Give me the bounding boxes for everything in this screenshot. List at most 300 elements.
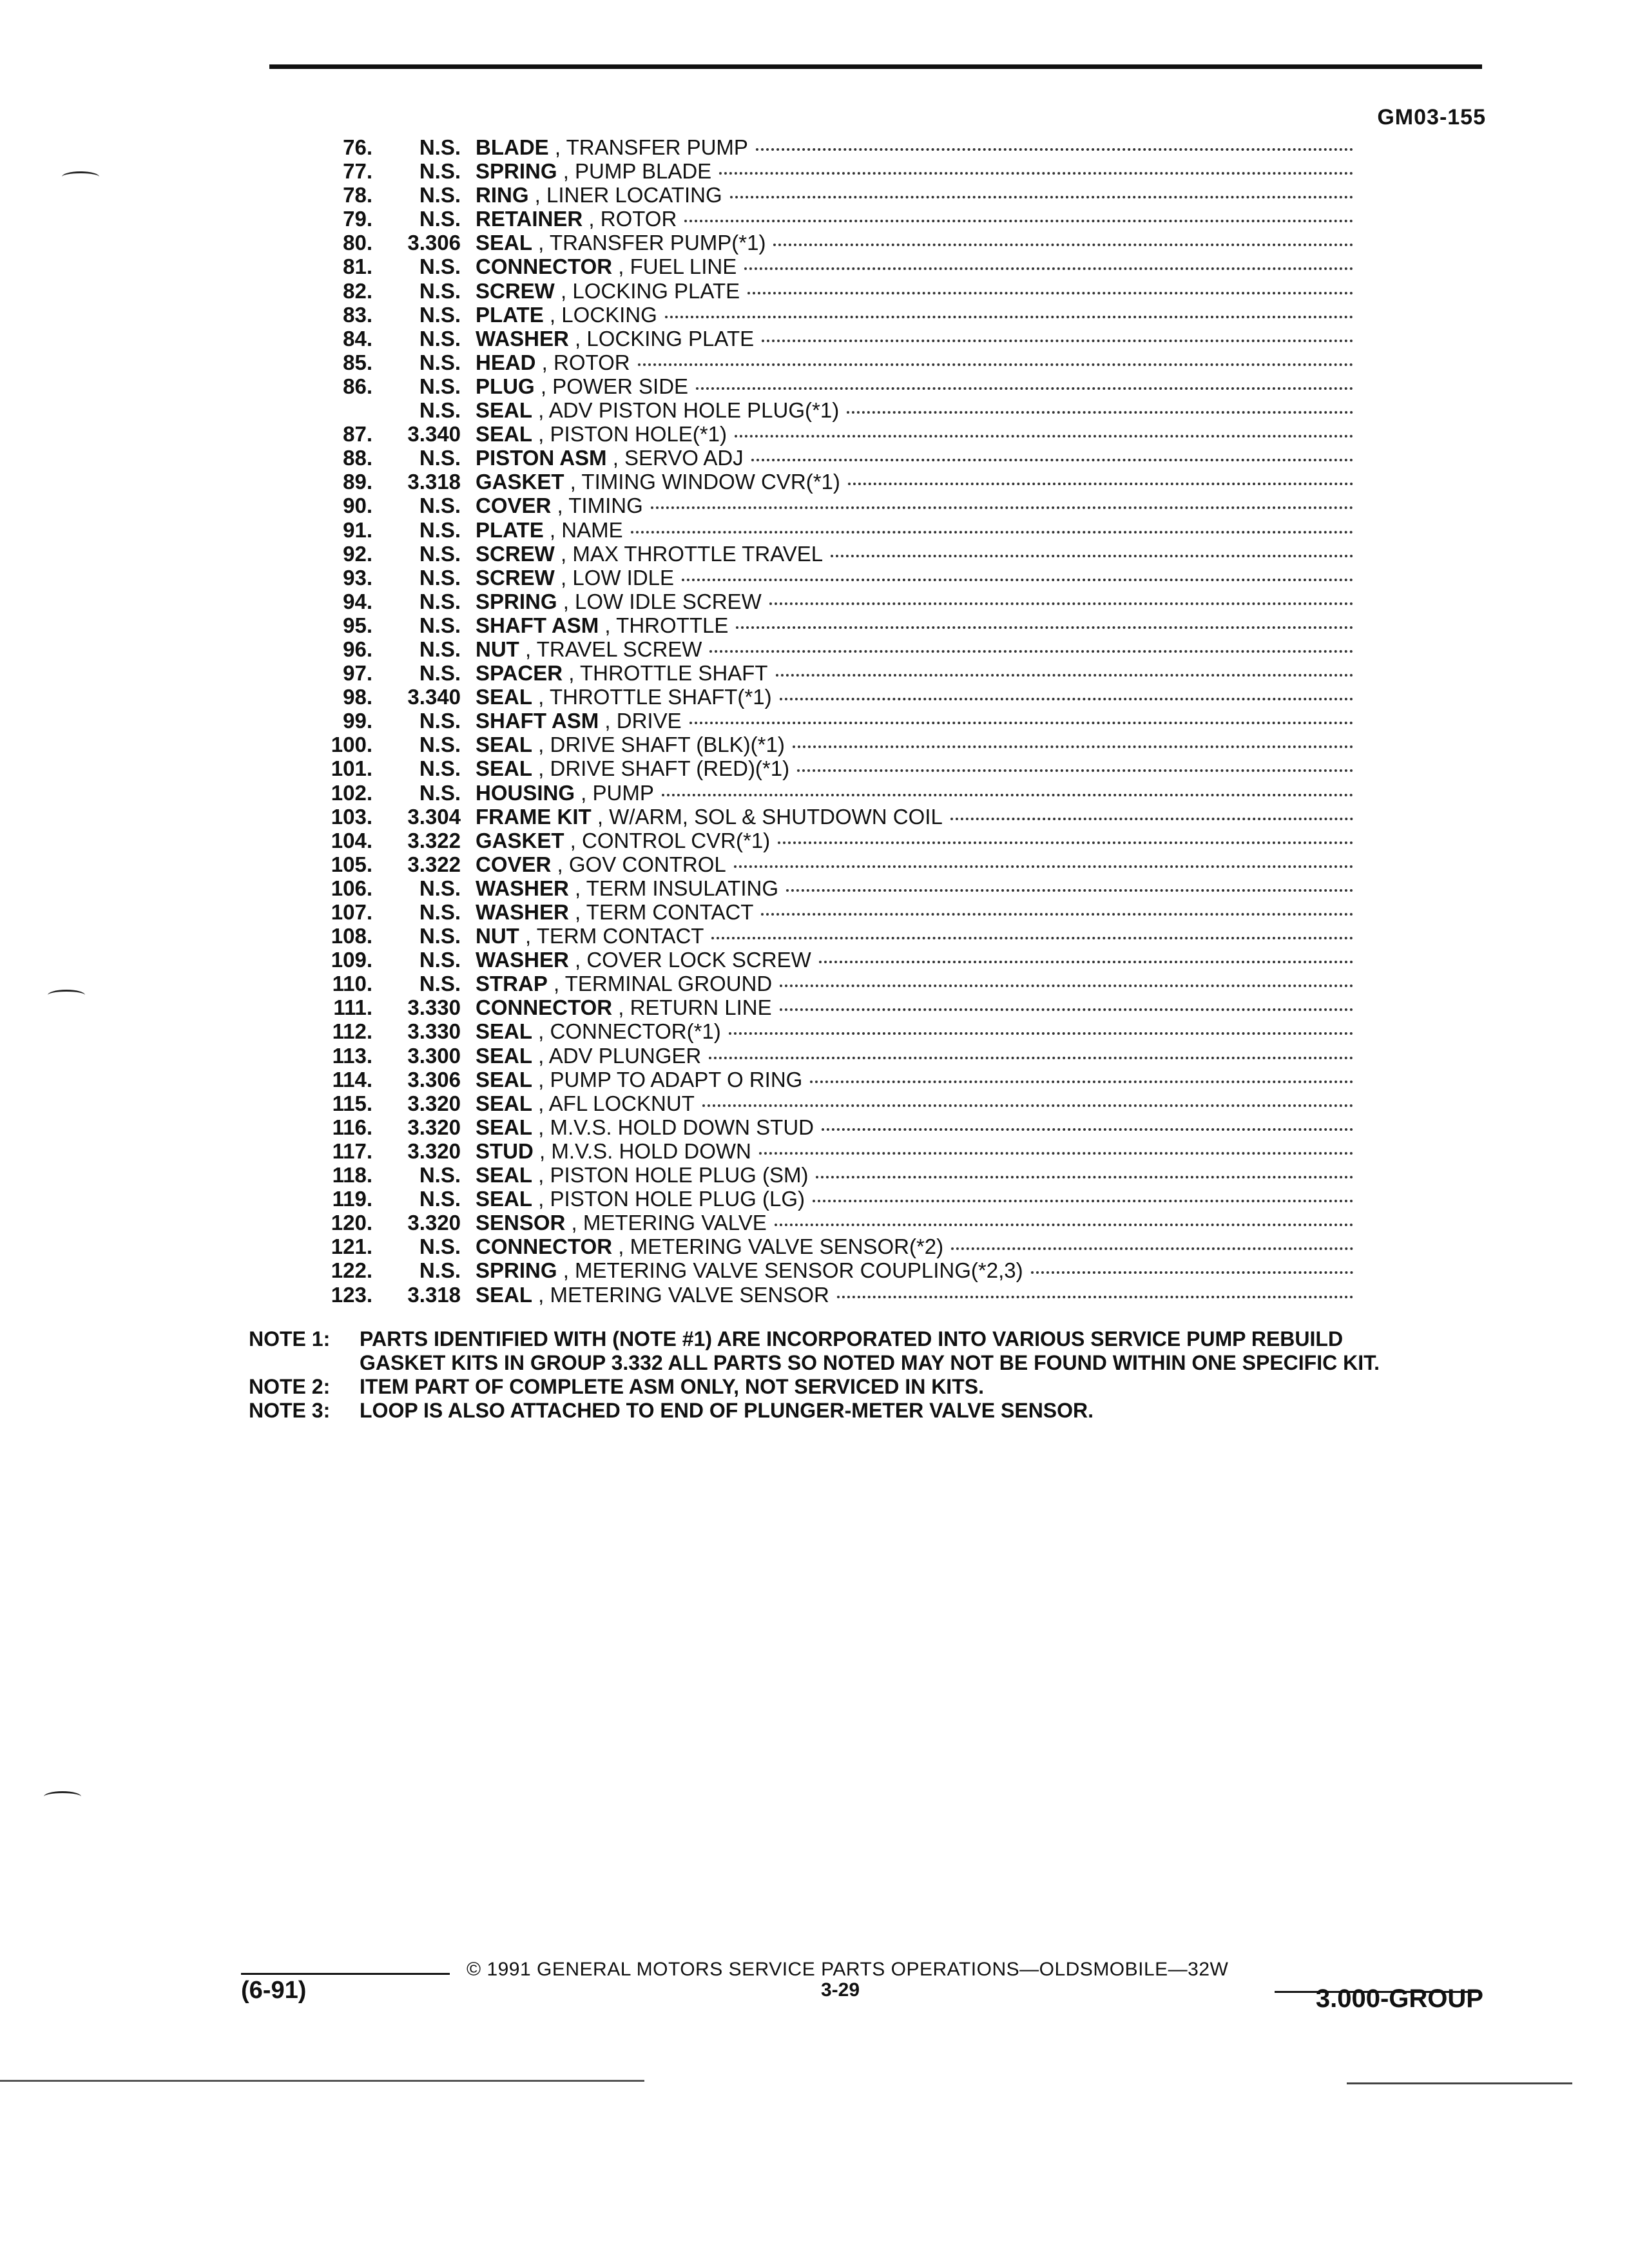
parts-row	[258, 351, 1392, 374]
part-detail: , TIMING	[551, 494, 643, 518]
dot-leader	[769, 602, 1353, 605]
parts-row	[258, 733, 1392, 756]
item-number: 86.	[343, 374, 372, 398]
parts-row	[258, 995, 1392, 1019]
note-text: ITEM PART OF COMPLETE ASM ONLY, NOT SERVICED IN KITS.	[360, 1375, 984, 1398]
parts-row	[258, 1211, 1392, 1235]
part-description	[476, 542, 1353, 566]
part-description	[476, 852, 1353, 876]
dot-leader	[1031, 1271, 1353, 1274]
description-text	[476, 231, 766, 255]
group-number: N.S.	[419, 350, 461, 374]
item-number: 78.	[343, 183, 372, 207]
part-description	[476, 972, 1353, 995]
parts-row	[258, 1115, 1392, 1139]
dot-leader	[837, 1296, 1353, 1298]
part-description	[476, 327, 1353, 351]
part-name: SEAL	[476, 685, 533, 709]
group-number: 3.300	[407, 1043, 461, 1068]
item-number: 76.	[343, 135, 372, 159]
description-text	[476, 303, 657, 327]
part-description	[476, 709, 1353, 733]
part-description	[476, 1211, 1353, 1235]
description-text	[476, 1258, 1023, 1282]
dot-leader	[813, 1200, 1353, 1202]
part-detail: , ADV PISTON HOLE PLUG(*1)	[532, 398, 840, 423]
dot-leader	[736, 626, 1353, 629]
part-name: WASHER	[476, 948, 569, 972]
group-number: N.S.	[419, 278, 461, 303]
parts-row	[258, 135, 1392, 159]
parts-row	[258, 1068, 1392, 1091]
part-detail: , THROTTLE	[599, 613, 729, 637]
part-detail: , PUMP BLADE	[557, 159, 712, 184]
item-number: 81.	[343, 255, 372, 279]
part-detail: , METERING VALVE SENSOR(*2)	[612, 1235, 944, 1259]
part-name: RING	[476, 183, 529, 207]
note-label: NOTE 1:	[249, 1327, 331, 1350]
description-text	[476, 709, 682, 733]
part-name: PLATE	[476, 517, 544, 542]
description-text	[476, 1235, 943, 1258]
description-text	[476, 542, 823, 566]
part-name: SEAL	[476, 1067, 533, 1091]
parts-row	[258, 255, 1392, 278]
description-text	[476, 327, 754, 351]
parts-row	[258, 398, 1392, 422]
dot-leader	[662, 794, 1353, 796]
parts-row	[258, 590, 1392, 613]
description-text	[476, 1211, 767, 1235]
parts-row	[258, 1139, 1392, 1163]
part-name: SCREW	[476, 278, 555, 303]
item-number: 82.	[343, 278, 372, 303]
description-text	[476, 637, 702, 661]
description-text	[476, 446, 744, 470]
item-number: 114.	[332, 1067, 372, 1091]
dot-leader	[773, 244, 1353, 246]
part-description	[476, 661, 1353, 685]
item-number: 105.	[331, 852, 372, 876]
note-3	[249, 1399, 1512, 1423]
page-number: 3-29	[821, 1979, 860, 2001]
part-description	[476, 924, 1353, 948]
item-number: 90.	[343, 494, 372, 518]
group-number: 3.320	[407, 1091, 461, 1115]
part-description	[476, 1091, 1353, 1115]
binding-hole-mark	[44, 1791, 81, 1802]
parts-row	[258, 207, 1392, 231]
item-number: 120.	[331, 1211, 372, 1235]
part-detail: , PUMP	[575, 780, 654, 805]
part-name: SEAL	[476, 231, 533, 255]
part-detail: , PISTON HOLE PLUG (SM)	[532, 1163, 809, 1187]
part-name: SEAL	[476, 422, 533, 447]
description-text	[476, 733, 785, 756]
part-description	[476, 566, 1353, 590]
part-detail: , TERM CONTACT	[519, 924, 704, 948]
part-name: SEAL	[476, 733, 533, 757]
part-name: RETAINER	[476, 207, 583, 231]
description-text	[476, 1044, 701, 1068]
item-number: 88.	[343, 446, 372, 470]
document-code: GM03-155	[1377, 105, 1486, 130]
dot-leader	[734, 865, 1353, 868]
part-name: SEAL	[476, 1282, 533, 1307]
part-name: BLADE	[476, 135, 549, 159]
parts-row	[258, 1019, 1392, 1043]
group-number: N.S.	[419, 446, 461, 470]
description-text	[476, 972, 772, 995]
item-number: 92.	[343, 541, 372, 566]
part-detail: , LINER LOCATING	[528, 183, 722, 207]
part-detail: , CONTROL CVR(*1)	[564, 828, 771, 852]
description-text	[476, 756, 789, 780]
part-name: SEAL	[476, 1187, 533, 1211]
parts-row	[258, 613, 1392, 637]
description-text	[476, 852, 726, 876]
part-detail: , RETURN LINE	[612, 995, 772, 1020]
item-number: 91.	[343, 517, 372, 542]
part-name: SEAL	[476, 1163, 533, 1187]
part-detail: , M.V.S. HOLD DOWN	[533, 1139, 751, 1163]
group-number: N.S.	[419, 374, 461, 398]
part-description	[476, 1187, 1353, 1211]
parts-row	[258, 494, 1392, 517]
part-detail: , LOCKING	[543, 302, 657, 327]
description-text	[476, 398, 839, 422]
part-description	[476, 135, 1353, 159]
part-description	[476, 733, 1353, 756]
group-number: 3.322	[407, 828, 461, 852]
description-text	[476, 1283, 829, 1307]
description-text	[476, 207, 677, 231]
part-detail: , LOW IDLE SCREW	[557, 589, 762, 613]
item-number: 95.	[343, 613, 372, 637]
item-number: 83.	[343, 302, 372, 327]
part-detail: , DRIVE SHAFT (RED)(*1)	[532, 756, 790, 781]
description-text	[476, 1115, 814, 1139]
dot-leader	[747, 292, 1353, 294]
part-name: PLATE	[476, 302, 544, 327]
group-number: 3.320	[407, 1211, 461, 1235]
parts-row	[258, 637, 1392, 661]
group-number: N.S.	[419, 613, 461, 637]
part-detail: , TRANSFER PUMP	[548, 135, 748, 159]
part-name: SEAL	[476, 398, 533, 423]
part-description	[476, 1258, 1353, 1282]
part-detail: , TERM CONTACT	[568, 900, 754, 924]
group-number: N.S.	[419, 398, 461, 423]
parts-row	[258, 805, 1392, 829]
parts-row	[258, 327, 1392, 351]
part-description	[476, 159, 1353, 183]
part-detail: , DRIVE SHAFT (BLK)(*1)	[532, 733, 785, 757]
part-description	[476, 374, 1353, 398]
parts-row	[258, 422, 1392, 446]
item-number: 104.	[331, 828, 372, 852]
dot-leader	[696, 387, 1353, 390]
dot-leader	[689, 722, 1353, 724]
parts-row	[258, 972, 1392, 995]
description-text	[476, 279, 740, 303]
item-number: 77.	[343, 159, 372, 184]
item-number: 112.	[332, 1019, 372, 1044]
description-text	[476, 1163, 808, 1187]
group-number: 3.320	[407, 1115, 461, 1139]
group-number: N.S.	[419, 207, 461, 231]
item-number: 106.	[331, 876, 372, 900]
group-number: N.S.	[419, 661, 461, 686]
footer-rule-left	[241, 1973, 450, 1975]
group-number: 3.322	[407, 852, 461, 876]
part-detail: , W/ARM, SOL & SHUTDOWN COIL	[591, 804, 943, 829]
dot-leader	[780, 985, 1353, 987]
part-detail: , ROTOR	[535, 350, 630, 374]
parts-row	[258, 159, 1392, 183]
part-description	[476, 279, 1353, 303]
item-number: 100.	[331, 733, 372, 757]
part-name: SEAL	[476, 1091, 533, 1115]
part-description	[476, 1235, 1353, 1258]
part-detail: , CONNECTOR(*1)	[532, 1019, 721, 1044]
dot-leader	[631, 531, 1353, 533]
item-number: 93.	[343, 565, 372, 590]
item-number: 121.	[331, 1235, 372, 1259]
part-detail: , FUEL LINE	[612, 255, 737, 279]
group-number: 3.320	[407, 1139, 461, 1163]
part-detail: , METERING VALVE SENSOR COUPLING(*2,3)	[557, 1258, 1023, 1283]
dot-leader	[730, 196, 1353, 198]
dot-leader	[786, 889, 1353, 892]
description-text	[476, 470, 840, 494]
dot-leader	[950, 818, 1353, 820]
group-number: N.S.	[419, 924, 461, 948]
part-detail: , NAME	[543, 517, 623, 542]
binding-hole-mark	[48, 990, 85, 1001]
part-name: COVER	[476, 494, 552, 518]
item-number: 115.	[332, 1091, 372, 1115]
group-number: N.S.	[419, 1258, 461, 1283]
group-number: 3.318	[407, 1282, 461, 1307]
description-text	[476, 805, 943, 829]
parts-row	[258, 446, 1392, 470]
dot-leader	[702, 1104, 1353, 1107]
group-number: N.S.	[419, 494, 461, 518]
part-description	[476, 756, 1353, 780]
item-number: 103.	[331, 804, 372, 829]
group-number: N.S.	[419, 1187, 461, 1211]
item-number: 110.	[332, 972, 372, 996]
dot-leader	[684, 220, 1353, 222]
description-text	[476, 351, 630, 374]
dot-leader	[751, 459, 1353, 461]
item-number: 111.	[333, 995, 372, 1020]
parts-row	[258, 685, 1392, 709]
group-number: N.S.	[419, 589, 461, 613]
group-number: N.S.	[419, 183, 461, 207]
part-name: STUD	[476, 1139, 534, 1163]
description-text	[476, 685, 772, 709]
dot-leader	[638, 363, 1353, 366]
parts-row	[258, 829, 1392, 852]
part-name: WASHER	[476, 900, 569, 924]
group-label: 3.000-GROUP	[1315, 1984, 1483, 2013]
dot-leader	[744, 267, 1353, 270]
group-number: N.S.	[419, 565, 461, 590]
parts-row	[258, 756, 1392, 780]
parts-row	[258, 1091, 1392, 1115]
parts-row	[258, 279, 1392, 303]
part-name: SHAFT ASM	[476, 613, 599, 637]
group-number: N.S.	[419, 1163, 461, 1187]
part-detail: , GOV CONTROL	[551, 852, 726, 876]
description-text	[476, 995, 772, 1019]
part-name: SENSOR	[476, 1211, 566, 1235]
item-number: 123.	[331, 1282, 372, 1307]
dot-leader	[816, 1176, 1353, 1178]
group-number: N.S.	[419, 733, 461, 757]
part-description	[476, 781, 1353, 805]
part-detail: , MAX THROTTLE TRAVEL	[554, 541, 824, 566]
description-text	[476, 566, 674, 590]
parts-row	[258, 231, 1392, 255]
part-description	[476, 351, 1353, 374]
part-detail: , THROTTLE SHAFT(*1)	[532, 685, 772, 709]
part-description	[476, 685, 1353, 709]
parts-row	[258, 1163, 1392, 1187]
group-number: 3.330	[407, 995, 461, 1020]
part-detail: , POWER SIDE	[534, 374, 689, 398]
item-number: 117.	[332, 1139, 372, 1163]
part-name: GASKET	[476, 828, 564, 852]
parts-row	[258, 661, 1392, 685]
part-description	[476, 303, 1353, 327]
parts-list	[258, 135, 1392, 1307]
item-number: 119.	[332, 1187, 372, 1211]
description-text	[476, 1139, 751, 1163]
dot-leader	[951, 1247, 1353, 1250]
group-number: 3.340	[407, 685, 461, 709]
group-number: N.S.	[419, 900, 461, 924]
description-text	[476, 613, 728, 637]
group-number: N.S.	[419, 326, 461, 351]
group-number: N.S.	[419, 135, 461, 159]
description-text	[476, 1187, 805, 1211]
description-text	[476, 183, 722, 207]
item-number: 113.	[332, 1043, 372, 1068]
parts-row	[258, 781, 1392, 805]
part-detail: , TIMING WINDOW CVR(*1)	[564, 470, 840, 494]
item-number: 102.	[331, 780, 372, 805]
description-text	[476, 900, 753, 924]
item-number: 122.	[331, 1258, 372, 1283]
bottom-rule-left	[0, 2080, 644, 2082]
part-name: SPRING	[476, 159, 557, 184]
parts-row	[258, 1044, 1392, 1068]
part-name: SPRING	[476, 589, 557, 613]
group-number: N.S.	[419, 159, 461, 184]
dot-leader	[780, 1008, 1353, 1011]
description-text	[476, 374, 688, 398]
parts-row	[258, 709, 1392, 733]
dot-leader	[810, 1081, 1353, 1083]
binding-hole-mark	[62, 171, 99, 182]
dot-leader	[762, 340, 1353, 342]
part-description	[476, 494, 1353, 517]
parts-row	[258, 948, 1392, 972]
group-number: N.S.	[419, 1235, 461, 1259]
part-description	[476, 470, 1353, 494]
part-detail: , LOW IDLE	[554, 565, 675, 590]
group-number: N.S.	[419, 709, 461, 733]
part-name: WASHER	[476, 876, 569, 900]
dot-leader	[797, 769, 1353, 772]
dot-leader	[729, 1032, 1353, 1035]
part-description	[476, 613, 1353, 637]
description-text	[476, 924, 704, 948]
dot-leader	[831, 555, 1353, 557]
group-number: 3.306	[407, 1067, 461, 1091]
group-number: N.S.	[419, 302, 461, 327]
part-name: PISTON ASM	[476, 446, 607, 470]
item-number: 87.	[343, 422, 372, 447]
part-name: WASHER	[476, 326, 569, 351]
dot-leader	[719, 172, 1353, 175]
group-number: 3.340	[407, 422, 461, 447]
group-number: 3.330	[407, 1019, 461, 1044]
dot-leader	[711, 937, 1353, 939]
note-1-continuation: GASKET KITS IN GROUP 3.332 ALL PARTS SO NOTED MAY NOT BE FOUND WITHIN ONE SPECIFIC KIT.	[360, 1351, 1380, 1374]
description-text	[476, 1019, 721, 1043]
part-name: CONNECTOR	[476, 1235, 613, 1259]
part-detail: , PISTON HOLE PLUG (LG)	[532, 1187, 805, 1211]
item-number: 79.	[343, 207, 372, 231]
part-name: SEAL	[476, 1019, 533, 1044]
part-description	[476, 948, 1353, 972]
note-label: NOTE 3:	[249, 1399, 331, 1422]
part-detail: , TRANSFER PUMP(*1)	[532, 231, 766, 255]
part-detail: , SERVO ADJ	[606, 446, 744, 470]
item-number: 118.	[332, 1163, 372, 1187]
dot-leader	[709, 650, 1353, 653]
dot-leader	[819, 961, 1353, 963]
part-detail: , PUMP TO ADAPT O RING	[532, 1067, 803, 1091]
part-description	[476, 1044, 1353, 1068]
part-description	[476, 1283, 1353, 1307]
item-number: 89.	[343, 470, 372, 494]
part-detail: , COVER LOCK SCREW	[568, 948, 811, 972]
group-number: 3.304	[407, 804, 461, 829]
item-number: 107.	[331, 900, 372, 924]
part-description	[476, 637, 1353, 661]
note-text: LOOP IS ALSO ATTACHED TO END OF PLUNGER-METER VALVE SENSOR.	[360, 1399, 1094, 1422]
parts-row	[258, 1283, 1392, 1307]
dot-leader	[761, 913, 1353, 916]
part-detail: , AFL LOCKNUT	[532, 1091, 695, 1115]
part-description	[476, 518, 1353, 542]
dot-leader	[793, 745, 1353, 748]
group-number: N.S.	[419, 780, 461, 805]
part-detail: , TRAVEL SCREW	[519, 637, 702, 661]
part-description	[476, 1163, 1353, 1187]
description-text	[476, 590, 762, 613]
dot-leader	[778, 841, 1353, 844]
parts-row	[258, 542, 1392, 566]
part-description	[476, 207, 1353, 231]
part-name: GASKET	[476, 470, 564, 494]
dot-leader	[847, 411, 1353, 414]
